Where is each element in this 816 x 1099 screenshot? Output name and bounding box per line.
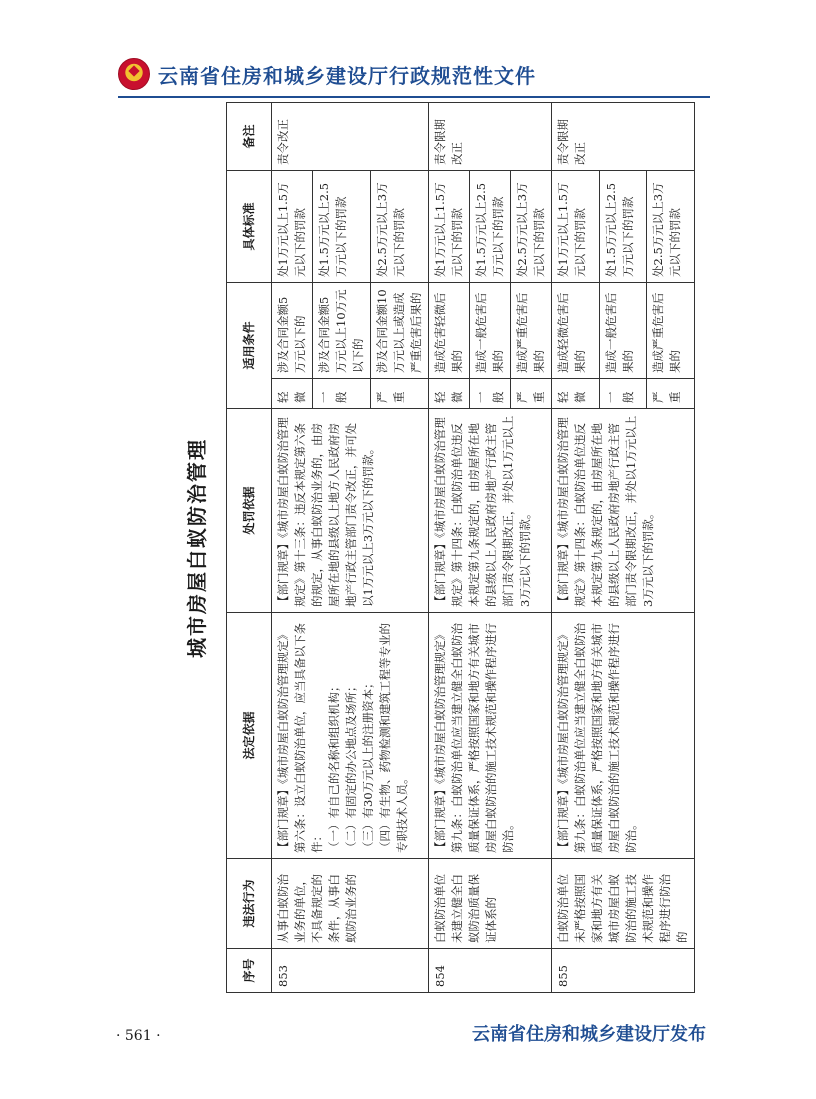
col-header-no: 序号 xyxy=(227,949,272,993)
header-divider xyxy=(118,96,710,98)
legal-basis-cell xyxy=(272,613,429,859)
standard-cell: 处2.5万元以上3万元以下的罚款 xyxy=(647,170,695,282)
legal-basis-line: 【部门规章】《城市房屋白蚁防治管理规定》第六条：设立白蚁防治单位，应当具备以下条件： xyxy=(276,623,324,853)
penalty-standards-table xyxy=(226,102,695,993)
standard-cell: 处2.5万元以上3万元以下的罚款 xyxy=(511,170,552,282)
condition-cell: 造成严重危害后果的 xyxy=(647,282,695,378)
col-header-penalty-basis: 处罚依据 xyxy=(227,409,272,613)
severity-cell: 轻微 xyxy=(552,379,600,409)
penalty-basis-cell: 【部门规章】《城市房屋白蚁防治管理规定》第十四条：白蚁防治单位违反本规定第九条规定的，由房屋所在地的县级以上人民政府房地产行政主管部门责令限期改正，并处以1万元以上3万元以下的罚款。 xyxy=(429,409,552,613)
standard-cell: 处1万元以上1.5万元以下的罚款 xyxy=(552,170,600,282)
severity-cell: 一般 xyxy=(599,379,647,409)
legal-basis-line: 【部门规章】《城市房屋白蚁防治管理规定》第九条：白蚁防治单位应当建立健全白蚁防治质量保证体系，严格按照国家和地方有关城市房屋白蚁防治的施工技术规范和操作程序进行防治。 xyxy=(433,623,515,853)
condition-cell: 涉及合同金额10万元以上或造成严重危害后果的 xyxy=(371,282,429,378)
standard-cell: 处1.5万元以上2.5万元以下的罚款 xyxy=(599,170,647,282)
col-header-legal-basis: 法定依据 xyxy=(227,613,272,859)
penalty-basis-cell: 【部门规章】《城市房屋白蚁防治管理规定》第十三条：违反本规定第六条的规定，从事白蚁防治业务的，由房屋所在地的县级以上地方人民政府房地产行政主管部门责令改正，并可处以1万元以上3万元以下的罚款。 xyxy=(272,409,429,613)
severity-cell: 严重 xyxy=(511,379,552,409)
standard-cell: 处2.5万元以上3万元以下的罚款 xyxy=(371,170,429,282)
standard-cell: 处1万元以上1.5万元以下的罚款 xyxy=(272,170,313,282)
severity-cell: 一般 xyxy=(313,379,371,409)
condition-cell: 造成轻微危害后果的 xyxy=(552,282,600,378)
standard-cell: 处1万元以上1.5万元以下的罚款 xyxy=(429,170,470,282)
rotated-page-content xyxy=(168,103,689,993)
condition-cell: 涉及合同金额5万元以上10万元以下的 xyxy=(313,282,371,378)
col-header-conditions: 适用条件 xyxy=(227,282,272,408)
condition-cell: 造成一般危害后果的 xyxy=(599,282,647,378)
violation-cell: 白蚁防治单位未建立健全白蚁防治质量保证体系的 xyxy=(429,859,552,949)
col-header-note: 备注 xyxy=(227,102,272,170)
page-number: · 561 · xyxy=(116,1028,161,1044)
severity-cell: 一般 xyxy=(470,379,511,409)
standard-cell: 处1.5万元以上2.5万元以下的罚款 xyxy=(470,170,511,282)
table-header-row xyxy=(227,102,272,992)
severity-cell: 严重 xyxy=(647,379,695,409)
col-header-standard: 具体标准 xyxy=(227,170,272,282)
col-header-violation: 违法行为 xyxy=(227,859,272,949)
row-number: 854 xyxy=(429,949,552,993)
row-number: 853 xyxy=(272,949,429,993)
legal-basis-cell xyxy=(552,613,695,859)
condition-cell: 造成一般危害后果的 xyxy=(470,282,511,378)
legal-basis-line: （二）有固定的办公地点及场所； xyxy=(344,680,358,853)
note-cell: 责令限期改正 xyxy=(552,102,695,170)
publisher-footer: 云南省住房和城乡建设厅发布 xyxy=(472,1024,706,1045)
note-cell: 责令限期改正 xyxy=(429,102,552,170)
legal-basis-cell xyxy=(429,613,552,859)
row-number: 855 xyxy=(552,949,695,993)
violation-cell: 白蚁防治单位未严格按照国家和地方有关城市房屋白蚁防治的施工技术规范和操作程序进行防治的 xyxy=(552,859,695,949)
national-emblem-icon xyxy=(118,58,150,90)
violation-cell: 从事白蚁防治业务的单位，不具备规定的条件，从事白蚁防治业务的 xyxy=(272,859,429,949)
severity-cell: 轻微 xyxy=(272,379,313,409)
legal-basis-line: 【部门规章】《城市房屋白蚁防治管理规定》第九条：白蚁防治单位应当建立健全白蚁防治质量保证体系，严格按照国家和地方有关城市房屋白蚁防治的施工技术规范和操作程序进行防治。 xyxy=(556,623,638,853)
severity-cell: 轻微 xyxy=(429,379,470,409)
condition-cell: 造成危害轻微后果的 xyxy=(429,282,470,378)
severity-cell: 严重 xyxy=(371,379,429,409)
legal-basis-line: （三）有30万元以上的注册资本； xyxy=(361,677,375,853)
note-cell: 责令改正 xyxy=(272,102,429,170)
condition-cell: 造成严重危害后果的 xyxy=(511,282,552,378)
table-row xyxy=(272,102,313,992)
legal-basis-line: （四）有生物、药物检测和建筑工程等专业的专职技术人员。 xyxy=(378,623,409,853)
penalty-basis-cell: 【部门规章】《城市房屋白蚁防治管理规定》第十四条：白蚁防治单位违反本规定第九条规定的，由房屋所在地的县级以上人民政府房地产行政主管部门责令限期改正，并处以1万元以上3万元以下的罚款。 xyxy=(552,409,695,613)
legal-basis-line: （一）有自己的名称和组织机构； xyxy=(327,680,341,853)
document-header xyxy=(118,54,536,94)
section-title: 城市房屋白蚁防治管理 xyxy=(185,438,209,658)
condition-cell: 涉及合同金额5万元以下的 xyxy=(272,282,313,378)
standard-cell: 处1.5万元以上2.5万元以下的罚款 xyxy=(313,170,371,282)
table-row xyxy=(552,102,600,992)
table-row xyxy=(429,102,470,992)
header-title: 云南省住房和城乡建设厅行政规范性文件 xyxy=(158,63,536,88)
